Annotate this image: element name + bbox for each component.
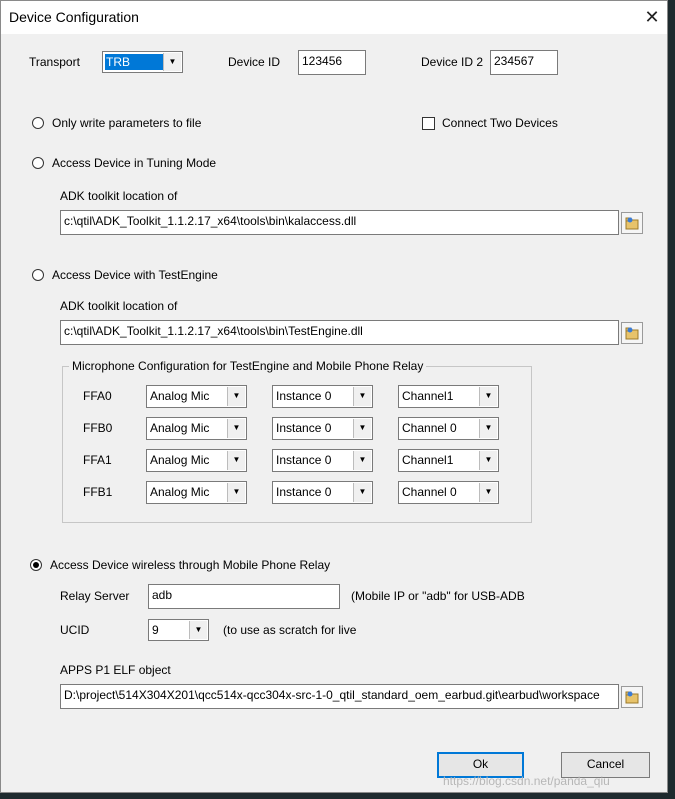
- apps-elf-label: APPS P1 ELF object: [60, 663, 171, 677]
- dialog-title: Device Configuration: [9, 9, 139, 25]
- watermark-text: https://blog.csdn.net/panda_qiu: [443, 774, 610, 788]
- browse-kalaccess-button[interactable]: [621, 212, 643, 234]
- browse-testengine-button[interactable]: [621, 322, 643, 344]
- testengine-adk-label: ADK toolkit location of: [60, 299, 178, 313]
- chevron-down-icon[interactable]: ▼: [479, 483, 497, 502]
- mic-instance-value: Instance 0: [276, 421, 332, 435]
- testengine-radio[interactable]: [32, 269, 44, 281]
- chevron-down-icon[interactable]: ▼: [227, 483, 245, 502]
- chevron-down-icon[interactable]: ▼: [479, 419, 497, 438]
- chevron-down-icon[interactable]: ▼: [353, 387, 371, 406]
- mic-type-select[interactable]: [146, 481, 247, 504]
- mic-type-value: Analog Mic: [150, 389, 210, 403]
- chevron-down-icon[interactable]: ▼: [227, 387, 245, 406]
- mic-instance-select[interactable]: [272, 385, 373, 408]
- chevron-down-icon[interactable]: ▼: [353, 483, 371, 502]
- tuning-mode-label: Access Device in Tuning Mode: [52, 156, 217, 170]
- microphone-config-legend: Microphone Configuration for TestEngine and Mobile Phone Relay: [69, 359, 426, 373]
- relay-server-label: Relay Server: [60, 589, 130, 603]
- mic-type-select[interactable]: [146, 417, 247, 440]
- chevron-down-icon[interactable]: ▼: [479, 387, 497, 406]
- mic-type-value: Analog Mic: [150, 453, 210, 467]
- connect-two-devices-checkbox[interactable]: [422, 117, 435, 130]
- wireless-relay-label: Access Device wireless through Mobile Phone Relay: [50, 558, 331, 572]
- folder-icon: [622, 213, 642, 233]
- mic-channel-value: Channel1: [402, 389, 454, 403]
- folder-icon: [622, 323, 642, 343]
- mic-row-name: FFB1: [83, 485, 113, 499]
- mic-channel-select[interactable]: [398, 481, 499, 504]
- ucid-value: 9: [152, 623, 159, 637]
- ok-button[interactable]: Ok: [437, 752, 524, 778]
- mic-type-value: Analog Mic: [150, 485, 210, 499]
- mic-type-select[interactable]: [146, 385, 247, 408]
- mic-instance-value: Instance 0: [276, 453, 332, 467]
- transport-value: TRB: [106, 55, 130, 69]
- chevron-down-icon[interactable]: ▼: [189, 621, 207, 639]
- transport-label: Transport: [29, 55, 80, 69]
- apps-elf-path-input[interactable]: D:\project\514X304X201\qcc514x-qcc304x-src-1-0_qtil_standard_oem_earbud.git\earbud\workspace: [60, 684, 619, 709]
- mic-channel-value: Channel 0: [402, 421, 457, 435]
- connect-two-devices-label: Connect Two Devices: [442, 116, 558, 130]
- write-file-label: Only write parameters to file: [52, 116, 202, 130]
- browse-apps-elf-button[interactable]: [621, 686, 643, 708]
- mic-channel-value: Channel1: [402, 453, 454, 467]
- cancel-button[interactable]: Cancel: [561, 752, 650, 778]
- mic-channel-select[interactable]: [398, 449, 499, 472]
- device-id-input[interactable]: 123456: [298, 50, 366, 75]
- mic-row-name: FFB0: [83, 421, 113, 435]
- tuning-adk-label: ADK toolkit location of: [60, 189, 178, 203]
- transport-select[interactable]: [102, 51, 183, 73]
- mic-instance-value: Instance 0: [276, 485, 332, 499]
- mic-instance-value: Instance 0: [276, 389, 332, 403]
- write-file-radio[interactable]: [32, 117, 44, 129]
- folder-icon: [622, 687, 642, 707]
- chevron-down-icon[interactable]: ▼: [353, 419, 371, 438]
- mic-channel-select[interactable]: [398, 385, 499, 408]
- device-id2-input[interactable]: 234567: [490, 50, 558, 75]
- mic-channel-value: Channel 0: [402, 485, 457, 499]
- device-id-label: Device ID: [228, 55, 281, 69]
- relay-server-input[interactable]: adb: [148, 584, 340, 609]
- relay-server-hint: (Mobile IP or "adb" for USB-ADB: [351, 589, 525, 603]
- mic-channel-select[interactable]: [398, 417, 499, 440]
- testengine-path-input[interactable]: c:\qtil\ADK_Toolkit_1.1.2.17_x64\tools\bin\TestEngine.dll: [60, 320, 619, 345]
- mic-instance-select[interactable]: [272, 417, 373, 440]
- mic-row-name: FFA0: [83, 389, 112, 403]
- ucid-hint: (to use as scratch for live: [223, 623, 357, 637]
- radio-selected-dot: [33, 562, 39, 568]
- chevron-down-icon[interactable]: ▼: [227, 419, 245, 438]
- mic-row-name: FFA1: [83, 453, 112, 467]
- ucid-label: UCID: [60, 623, 90, 637]
- testengine-label: Access Device with TestEngine: [52, 268, 218, 282]
- chevron-down-icon[interactable]: ▼: [479, 451, 497, 470]
- chevron-down-icon[interactable]: ▼: [227, 451, 245, 470]
- tuning-mode-radio[interactable]: [32, 157, 44, 169]
- mic-type-value: Analog Mic: [150, 421, 210, 435]
- chevron-down-icon[interactable]: ▼: [163, 53, 181, 71]
- ucid-select[interactable]: [148, 619, 209, 641]
- mic-type-select[interactable]: [146, 449, 247, 472]
- title-bar: [1, 1, 667, 34]
- device-id2-label: Device ID 2: [421, 55, 484, 69]
- close-button[interactable]: ✕: [644, 7, 660, 27]
- kalaccess-path-input[interactable]: c:\qtil\ADK_Toolkit_1.1.2.17_x64\tools\bin\kalaccess.dll: [60, 210, 619, 235]
- mic-instance-select[interactable]: [272, 481, 373, 504]
- mic-instance-select[interactable]: [272, 449, 373, 472]
- chevron-down-icon[interactable]: ▼: [353, 451, 371, 470]
- wireless-relay-radio[interactable]: [30, 559, 42, 571]
